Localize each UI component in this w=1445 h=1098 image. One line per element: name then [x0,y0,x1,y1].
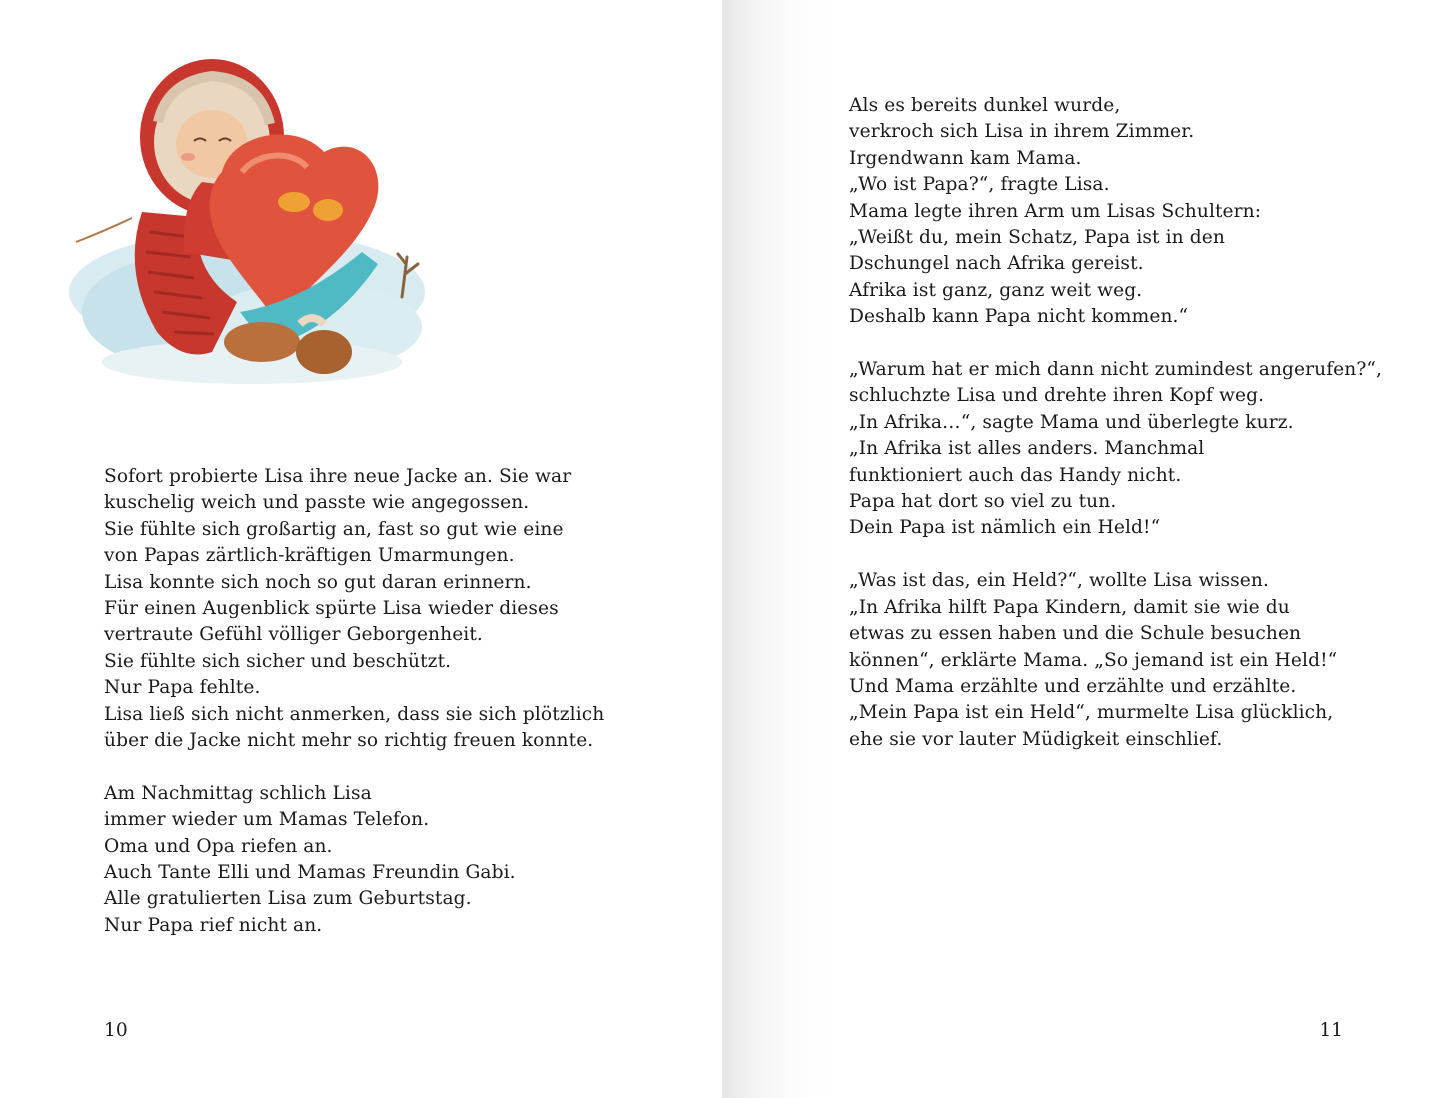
text-line: „Weißt du, mein Schatz, Papa ist in den [849,227,1225,249]
text-line: Sie fühlte sich großartig an, fast so gut wie eine [104,518,564,540]
text-line: über die Jacke nicht mehr so richtig freuen konnte. [104,730,594,752]
text-line: schluchzte Lisa und drehte ihren Kopf weg. [849,385,1265,407]
left-page-text [104,464,604,939]
text-line: Nur Papa rief nicht an. [104,914,323,936]
text-line: Sofort probierte Lisa ihre neue Jacke an. Sie war [104,466,572,487]
paragraph-break [849,331,1382,357]
paragraph-break [849,542,1382,568]
page-number-right: 11 [1319,1020,1343,1041]
text-line: Nur Papa fehlte. [104,677,261,699]
text-line: Auch Tante Elli und Mamas Freundin Gabi. [104,862,516,884]
text-line: Papa hat dort so viel zu tun. [849,491,1117,513]
text-line: funktioniert auch das Handy nicht. [849,464,1182,486]
left-page [0,0,722,1098]
text-line: Für einen Augenblick spürte Lisa wieder dieses [104,598,559,620]
page-number-left: 10 [104,1020,128,1041]
paragraph-break [104,754,604,780]
text-line: immer wieder um Mamas Telefon. [104,809,430,831]
text-line: Und Mama erzählte und erzählte und erzählte. [849,675,1297,697]
text-line: „In Afrika…“, sagte Mama und überlegte kurz. [849,411,1294,433]
text-line: Alle gratulierten Lisa zum Geburtstag. [104,888,472,910]
text-line: „In Afrika ist alles anders. Manchmal [849,438,1205,460]
text-line: Lisa konnte sich noch so gut daran erinnern. [104,571,532,593]
text-line: verkroch sich Lisa in ihrem Zimmer. [849,121,1195,143]
girl-hugging-heart-illustration [62,42,442,402]
text-line: Afrika ist ganz, ganz weit weg. [849,279,1143,301]
text-line: Sie fühlte sich sicher und beschützt. [104,650,452,672]
right-page-text [849,93,1382,753]
text-line: Oma und Opa riefen an. [104,835,333,857]
text-line: „Mein Papa ist ein Held“, murmelte Lisa glücklich, [849,702,1334,724]
text-line: von Papas zärtlich-kräftigen Umarmungen. [104,545,515,567]
text-line: Mama legte ihren Arm um Lisas Schultern: [849,200,1262,222]
text-line: „Was ist das, ein Held?“, wollte Lisa wissen. [849,570,1269,592]
text-line: vertraute Gefühl völliger Geborgenheit. [104,624,483,646]
text-line: Deshalb kann Papa nicht kommen.“ [849,306,1189,328]
text-line: Irgendwann kam Mama. [849,147,1082,169]
text-line: Als es bereits dunkel wurde, [849,95,1121,116]
text-line: Am Nachmittag schlich Lisa [104,782,372,804]
text-line: Dschungel nach Afrika gereist. [849,253,1144,275]
text-line: können“, erklärte Mama. „So jemand ist ein Held!“ [849,649,1338,671]
text-line: Dein Papa ist nämlich ein Held!“ [849,517,1161,539]
text-line: „Warum hat er mich dann nicht zumindest angerufen?“, [849,359,1383,381]
text-line: etwas zu essen haben und die Schule besuchen [849,623,1302,645]
text-line: ehe sie vor lauter Müdigkeit einschlief. [849,728,1223,750]
text-line: Lisa ließ sich nicht anmerken, dass sie sich plötzlich [104,703,605,725]
text-line: „In Afrika hilft Papa Kindern, damit sie wie du [849,596,1290,618]
text-line: „Wo ist Papa?“, fragte Lisa. [849,174,1110,196]
text-line: kuschelig weich und passte wie angegossen. [104,492,530,514]
right-page [722,0,1445,1098]
